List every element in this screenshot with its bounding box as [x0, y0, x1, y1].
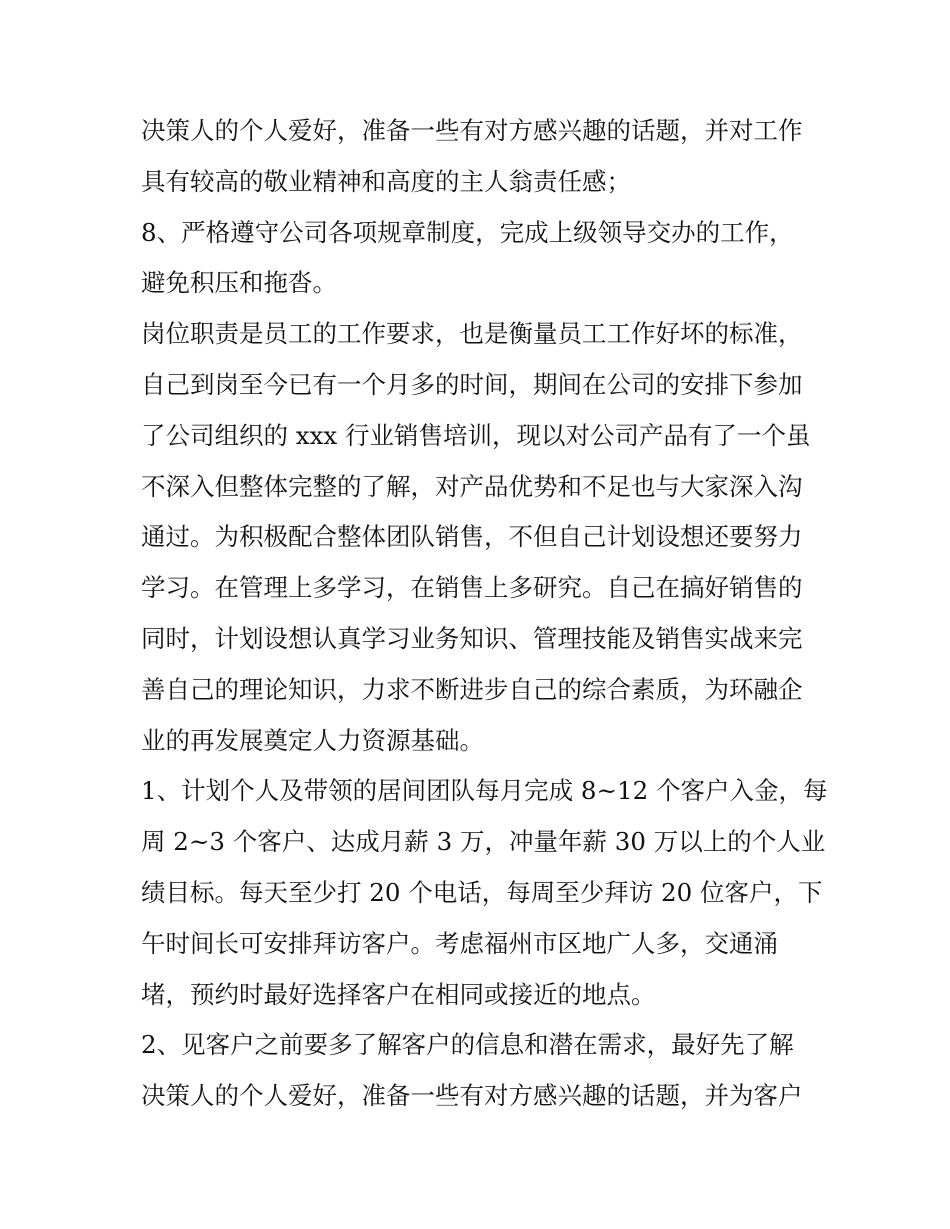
text-line: 同时，计划设想认真学习业务知识、管理技能及销售实战来完	[141, 623, 803, 653]
text-line: 决策人的个人爱好，准备一些有对方感兴趣的话题，并为客户	[141, 1081, 803, 1111]
document-body	[141, 106, 828, 1122]
text-line: 8、严格遵守公司各项规章制度，完成上级领导交办的工作，	[141, 217, 794, 247]
text-line: 2、见客户之前要多了解客户的信息和潜在需求，最好先了解	[141, 1030, 794, 1060]
text-line: 午时间长可安排拜访客户。考虑福州市区地广人多，交通涌	[141, 928, 778, 958]
text-line: 周 2~3 个客户、达成月薪 3 万，冲量年薪 30 万以上的个人业	[141, 827, 826, 857]
text-line: 业的再发展奠定人力资源基础。	[141, 725, 484, 755]
text-line: 不深入但整体完整的了解，对产品优势和不足也与大家深入沟	[141, 471, 803, 501]
text-line: 堵，预约时最好选择客户在相同或接近的地点。	[141, 979, 656, 1009]
text-line: 善自己的理论知识，力求不断进步自己的综合素质，为环融企	[141, 674, 803, 704]
text-line: 自己到岗至今已有一个月多的时间，期间在公司的安排下参加	[141, 369, 803, 399]
text-line: 避免积压和拖沓。	[141, 268, 337, 298]
text-line: 1、计划个人及带领的居间团队每月完成 8~12 个客户入金，每	[141, 776, 828, 806]
text-line: 决策人的个人爱好，准备一些有对方感兴趣的话题，并对工作	[141, 116, 803, 145]
text-line: 了公司组织的 xxx 行业销售培训，现以对公司产品有了一个虽	[141, 420, 811, 450]
text-line: 绩目标。每天至少打 20 个电话，每周至少拜访 20 位客户，下	[141, 877, 823, 907]
text-line: 具有较高的敬业精神和高度的主人翁责任感；	[141, 166, 631, 196]
text-line: 通过。为积极配合整体团队销售，不但自己计划设想还要努力	[141, 522, 803, 552]
text-line: 岗位职责是员工的工作要求，也是衡量员工工作好坏的标准，	[141, 319, 803, 349]
text-line: 学习。在管理上多学习，在销售上多研究。自己在搞好销售的	[141, 573, 803, 603]
